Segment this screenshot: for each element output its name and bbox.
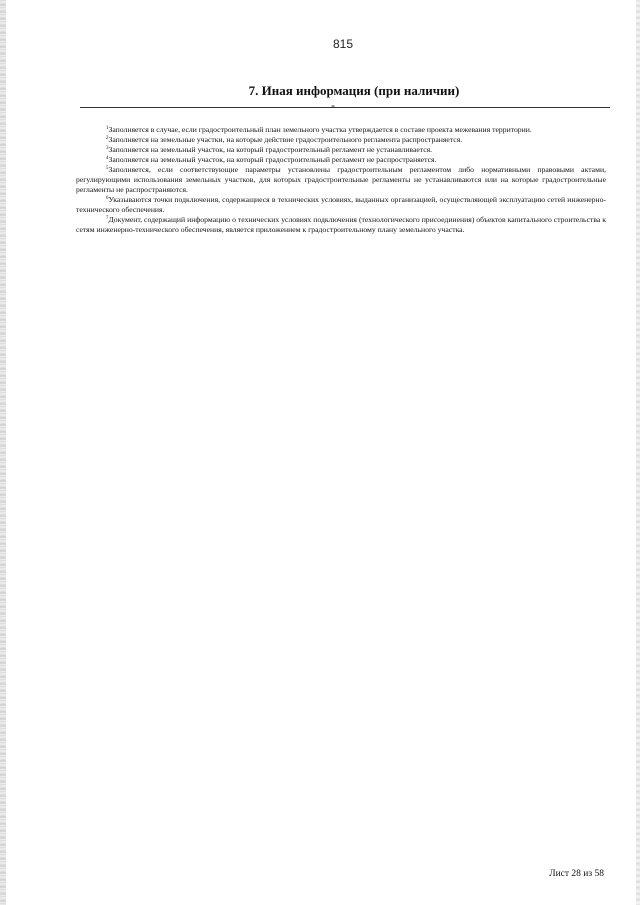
scan-edge-left xyxy=(0,0,6,905)
section-title-rule xyxy=(80,107,610,108)
footnote-3 xyxy=(76,145,606,155)
footnote-text: Заполняется на земельные участки, на которые действие градостроительного регламента распространяется. xyxy=(108,135,463,144)
scan-edge-right xyxy=(636,0,640,905)
footnote-marker: 1 xyxy=(106,126,109,131)
page-number: 815 xyxy=(332,37,354,51)
footnote-text: Заполняется в случае, если градостроительный план земельного участка утверждается в составе проекта межевания территории. xyxy=(108,125,532,134)
footnote-6 xyxy=(76,195,606,215)
section-value: - xyxy=(331,98,335,112)
footnote-text: Указываются точки подключения, содержащиеся в технических условиях, выданных организацией, осуществляющей эксплуатацию сетей инженерно-технического обеспечения. xyxy=(76,195,606,214)
footnote-marker: 3 xyxy=(106,146,109,151)
footnote-text: Заполняется, если соответствующие параметры установлены градостроительным регламентом либо нормативными правовыми актами, регулирующими использования земельных участков, для которых градостроительные регламенты не устанавливаются или на которые градостроительные регламенты не распространяются. xyxy=(76,165,606,194)
footnote-5 xyxy=(76,165,606,195)
footnote-4 xyxy=(76,155,606,165)
section-title: 7. Иная информация (при наличии) xyxy=(248,83,460,98)
sheet-info: Лист 28 из 58 xyxy=(549,869,604,879)
footnotes xyxy=(76,125,606,235)
footnote-text: Заполняется на земельный участок, на который градостроительный регламент не распространяется. xyxy=(108,155,437,164)
footnote-7 xyxy=(76,215,606,235)
footnote-2 xyxy=(76,135,606,145)
footnote-marker: 4 xyxy=(106,156,109,161)
footnote-marker: 2 xyxy=(106,136,109,141)
footnote-text: Документ, содержащий информацию о технических условиях подключения (технологического присоединения) объектов капитального строительства к сетям инженерно-технического обеспечения, является приложением к градостроительному плану земельного участка. xyxy=(76,215,606,234)
footnote-marker: 5 xyxy=(106,166,109,171)
footnote-text: Заполняется на земельный участок, на который градостроительный регламент не устанавливается. xyxy=(108,145,433,154)
footnote-marker: 6 xyxy=(106,196,109,201)
footnote-marker: 7 xyxy=(106,216,109,221)
footnote-1 xyxy=(76,125,606,135)
